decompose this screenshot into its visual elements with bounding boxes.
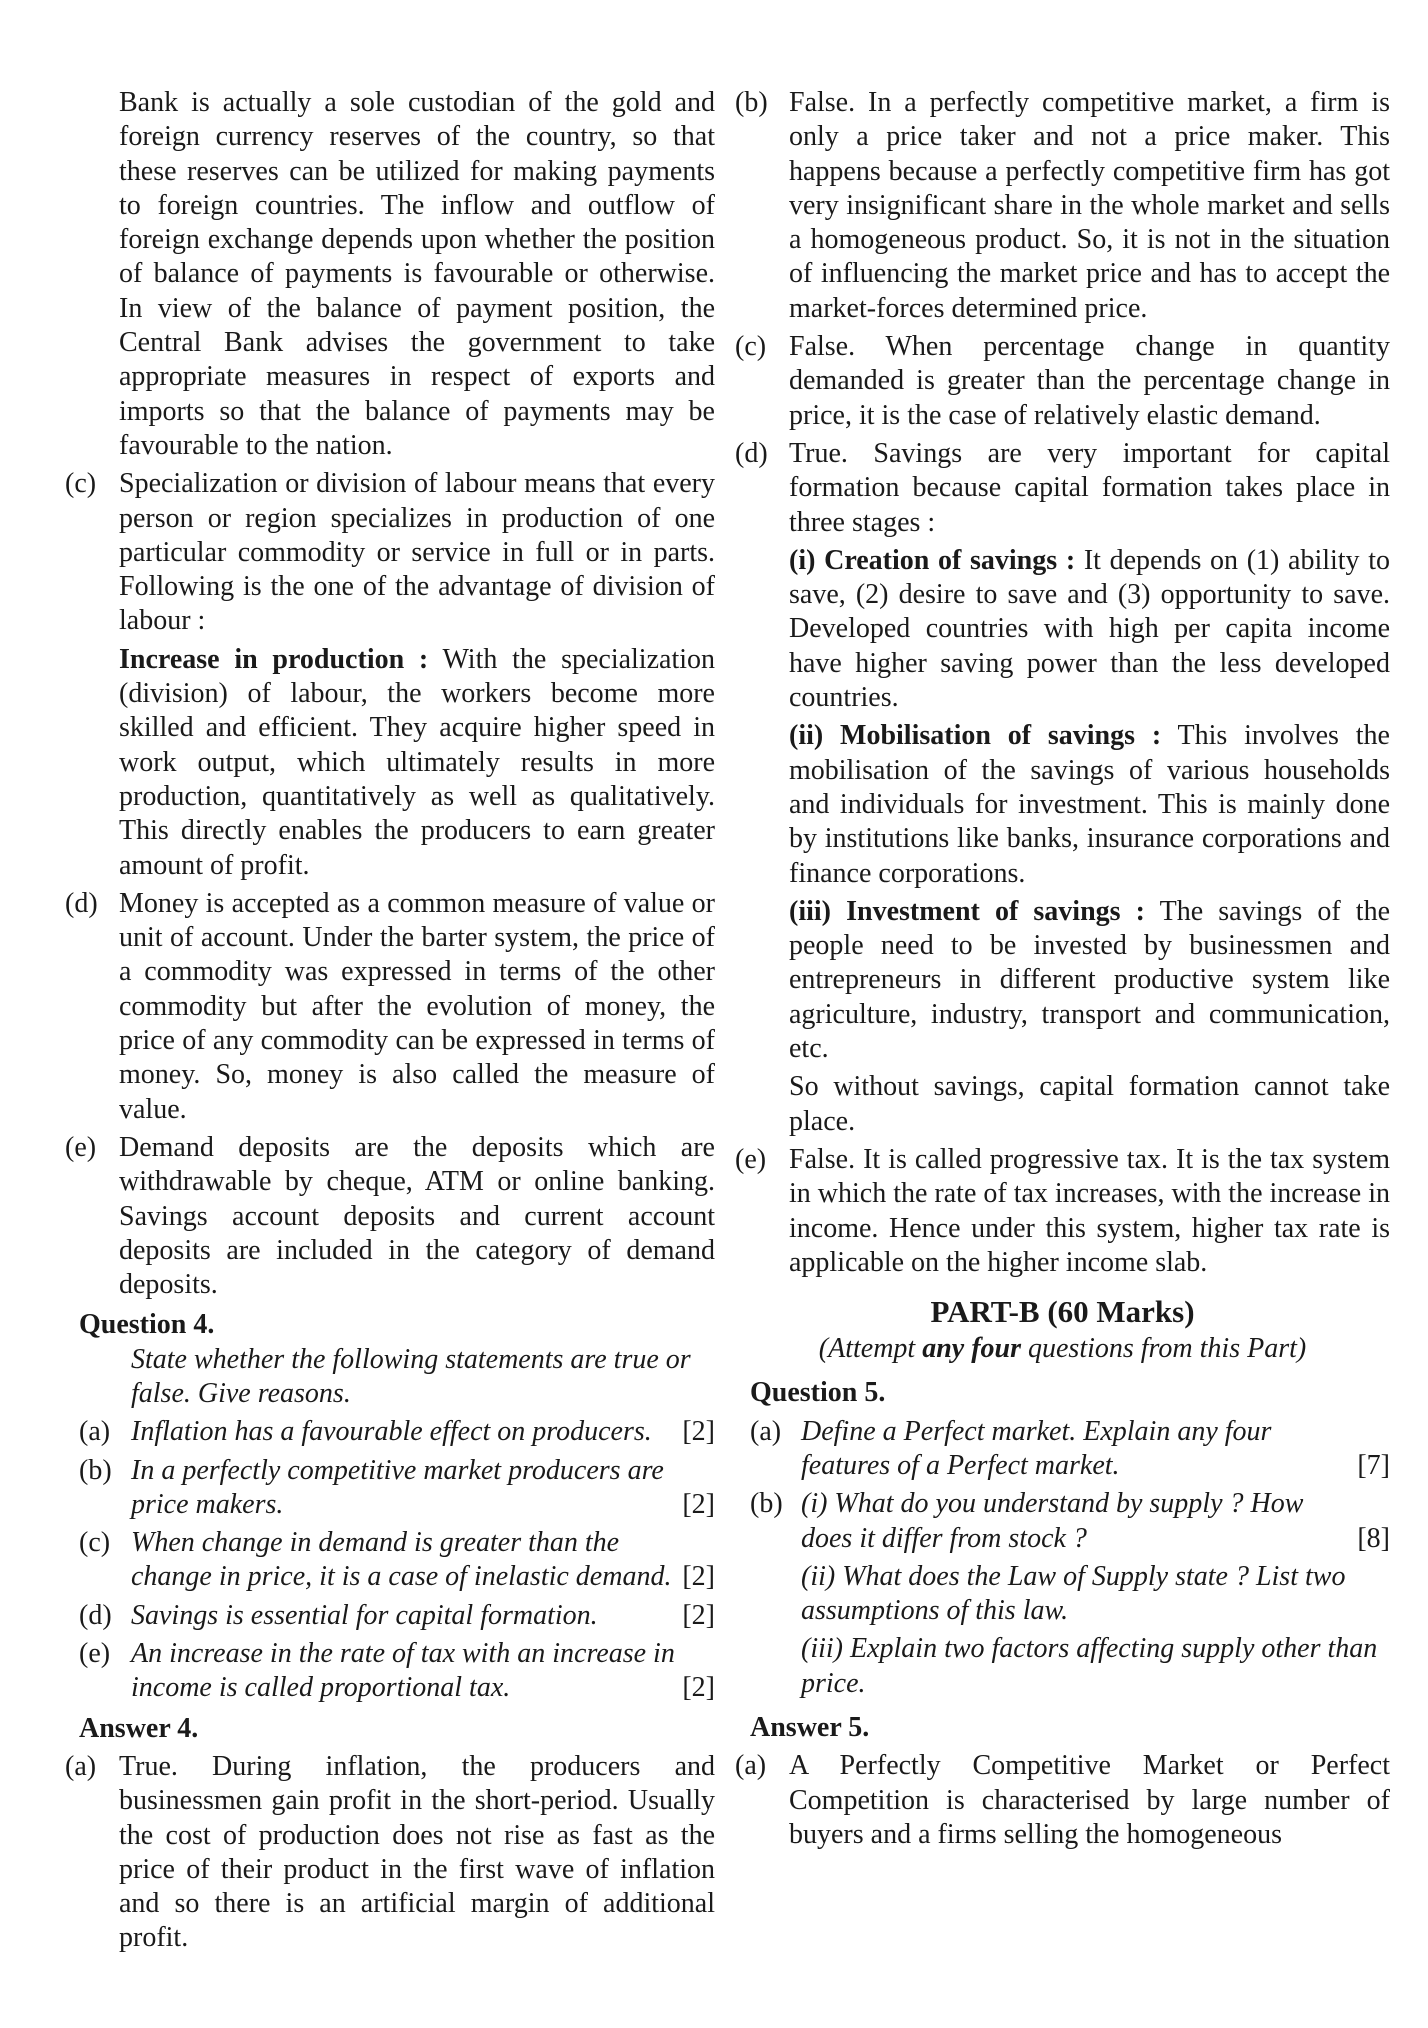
part-b-title: PART-B (60 Marks): [930, 1294, 1195, 1330]
stage-text: It depends on (1) ability to save, (2) desire to save and (3) opportunity to save. Developed countries with high per capita income have higher saving power than the less developed countries.: [789, 544, 1391, 714]
item-marker: (c): [65, 468, 97, 500]
item-marker: (b): [79, 1454, 112, 1486]
answer-4b-text: False. In a perfectly competitive market, a firm is only a price taker and not a price maker. This happens because a perfectly competitive firm has got very insignificant share in the whole market and sells a homogeneous product. So, it is not in the situation of influencing the market price and has to accept the market-forces determined price.: [789, 87, 1390, 324]
answer-4d: [735, 437, 1390, 1139]
question-5b: [735, 1487, 1390, 1556]
question-5a: [735, 1415, 1390, 1484]
stage-mobilisation: [789, 719, 1390, 890]
answer-4b: [735, 86, 1390, 326]
question-4e: [65, 1637, 715, 1706]
answer-4d-text: True. Savings are very important for capital formation because capital formation takes place in three stages :: [789, 437, 1390, 538]
marks-badge: [2]: [682, 1416, 715, 1448]
answer-4-title: Answer 4.: [79, 1712, 199, 1744]
marks-badge: [2]: [682, 1561, 715, 1593]
answer-3e: [65, 1131, 715, 1302]
question-4c: [65, 1526, 715, 1595]
answer-5a-text: A Perfectly Competitive Market or Perfect Competition is characterised by large number of buyers and a firms selling the homogeneous: [789, 1750, 1390, 1850]
item-marker: (e): [735, 1143, 767, 1175]
question-text: Inflation has a favourable effect on producers.: [131, 1416, 652, 1448]
subpoint-text: With the specialization (division) of labour, the workers become more skilled and efficient. They acquire higher speed in work output, which ultimately results in more production, quantitatively as well as qualitatively. This directly enables the producers to earn greater amount of profit.: [119, 643, 715, 881]
left-column: [65, 86, 715, 1956]
question-5-title: Question 5.: [750, 1377, 886, 1409]
answer-4e: [735, 1143, 1390, 1280]
item-marker: (a): [750, 1415, 782, 1447]
instruction-text: questions from this Part): [1021, 1333, 1307, 1365]
item-marker: (d): [735, 437, 768, 469]
marks-badge: [7]: [1357, 1449, 1390, 1481]
question-text: (i) What do you understand by supply ? How does it differ from stock ?: [801, 1488, 1304, 1554]
answer-4d-conclusion: So without savings, capital formation cannot take place.: [789, 1071, 1390, 1137]
question-text: An increase in the rate of tax with an increase in income is called proportional tax.: [131, 1638, 675, 1704]
question-text: Define a Perfect market. Explain any four features of a Perfect market.: [801, 1415, 1272, 1481]
stage-title: (ii) Mobilisation of savings :: [789, 720, 1162, 752]
question-text: In a perfectly competitive market producers are price makers.: [131, 1454, 664, 1520]
stage-text: The savings of the people need to be invested by businessmen and entrepreneurs in different productive system like agriculture, industry, transport and communication, etc.: [789, 895, 1391, 1065]
answer-3c-subpoint: [119, 643, 715, 883]
right-column: [735, 86, 1390, 1852]
item-marker: (e): [65, 1131, 97, 1163]
marks-badge: [8]: [1357, 1522, 1390, 1554]
stage-text: This involves the mobilisation of the savings of various households and individuals for investment. This is mainly done by institutions like banks, insurance corporations and finance corporations.: [789, 720, 1390, 889]
item-marker: (c): [735, 331, 767, 363]
answer-4a: [65, 1750, 715, 1956]
answer-4c-text: False. When percentage change in quantity demanded is greater than the percentage change in price, it is the case of relatively elastic demand.: [789, 331, 1390, 431]
answer-4a-text: True. During inflation, the producers and businessmen gain profit in the short-period. Usually the cost of production does not rise as fast as the price of their product in the first wave of inflation and so there is an artificial margin of additional profit.: [119, 1750, 715, 1954]
answer-3c: [65, 467, 715, 883]
question-4-instruction: State whether the following statements are true or false. Give reasons.: [131, 1343, 691, 1409]
item-marker: (d): [65, 887, 98, 919]
stage-investment: [789, 895, 1390, 1066]
answer-3c-text: Specialization or division of labour means that every person or region specializes in production of one particular commodity or service in full or in parts. Following is the one of the advantage of division of labour :: [119, 468, 715, 637]
item-marker: (d): [79, 1599, 112, 1631]
answer-3d: [65, 887, 715, 1127]
item-marker: (b): [750, 1488, 783, 1520]
stage-title: (iii) Investment of savings :: [789, 895, 1145, 927]
answer-5-title: Answer 5.: [750, 1712, 870, 1744]
question-text: Savings is essential for capital formation.: [131, 1599, 598, 1631]
question-5b-ii: (ii) What does the Law of Supply state ? List two assumptions of this law.: [801, 1560, 1346, 1627]
question-4b: [65, 1454, 715, 1523]
question-4-title: Question 4.: [79, 1309, 215, 1341]
stage-creation: [789, 544, 1390, 715]
answer-3e-text: Demand deposits are the deposits which are withdrawable by cheque, ATM or online banking. Savings account deposits and current account deposits are included in the category of demand deposits.: [119, 1131, 715, 1301]
answer-5a: [735, 1749, 1390, 1852]
item-marker: (a): [735, 1750, 767, 1782]
item-marker: (e): [79, 1638, 111, 1670]
marks-badge: [2]: [682, 1672, 715, 1704]
part-b-instruction: [735, 1332, 1390, 1366]
question-4d: [65, 1599, 715, 1633]
question-5b-iii: (iii) Explain two factors affecting supply other than price.: [801, 1633, 1378, 1699]
instruction-text: (Attempt: [818, 1333, 923, 1365]
question-4a: [65, 1415, 715, 1449]
item-marker: (c): [79, 1527, 111, 1559]
answer-3d-text: Money is accepted as a common measure of value or unit of account. Under the barter system, the price of a commodity was expressed in terms of the other commodity but after the evolution of money, the price of any commodity can be expressed in terms of money. So, money is also called the measure of value.: [119, 887, 715, 1125]
instruction-emphasis: any four: [922, 1333, 1021, 1365]
item-marker: (a): [65, 1750, 97, 1782]
item-marker: (b): [735, 87, 768, 118]
marks-badge: [2]: [682, 1488, 715, 1520]
marks-badge: [2]: [682, 1599, 715, 1631]
answer-4e-text: False. It is called progressive tax. It is the tax system in which the rate of tax increases, with the increase in income. Hence under this system, higher tax rate is applicable on the higher income slab.: [789, 1143, 1390, 1278]
question-text: When change in demand is greater than the change in price, it is a case of inelastic demand.: [131, 1527, 672, 1593]
subpoint-title: Increase in production :: [119, 643, 429, 675]
continued-paragraph: Bank is actually a sole custodian of the gold and foreign currency reserves of the country, so that these reserves can be utilized for making payments to foreign countries. The inflow and outflow of foreign exchange depends upon whether the position of balance of payments is favourable or otherwise. In view of the balance of payment position, the Central Bank advises the government to take appropriate measures in respect of exports and imports so that the balance of payments may be favourable to the nation.: [119, 87, 715, 461]
answer-4c: [735, 330, 1390, 433]
stage-title: (i) Creation of savings :: [789, 544, 1076, 576]
item-marker: (a): [79, 1416, 111, 1448]
